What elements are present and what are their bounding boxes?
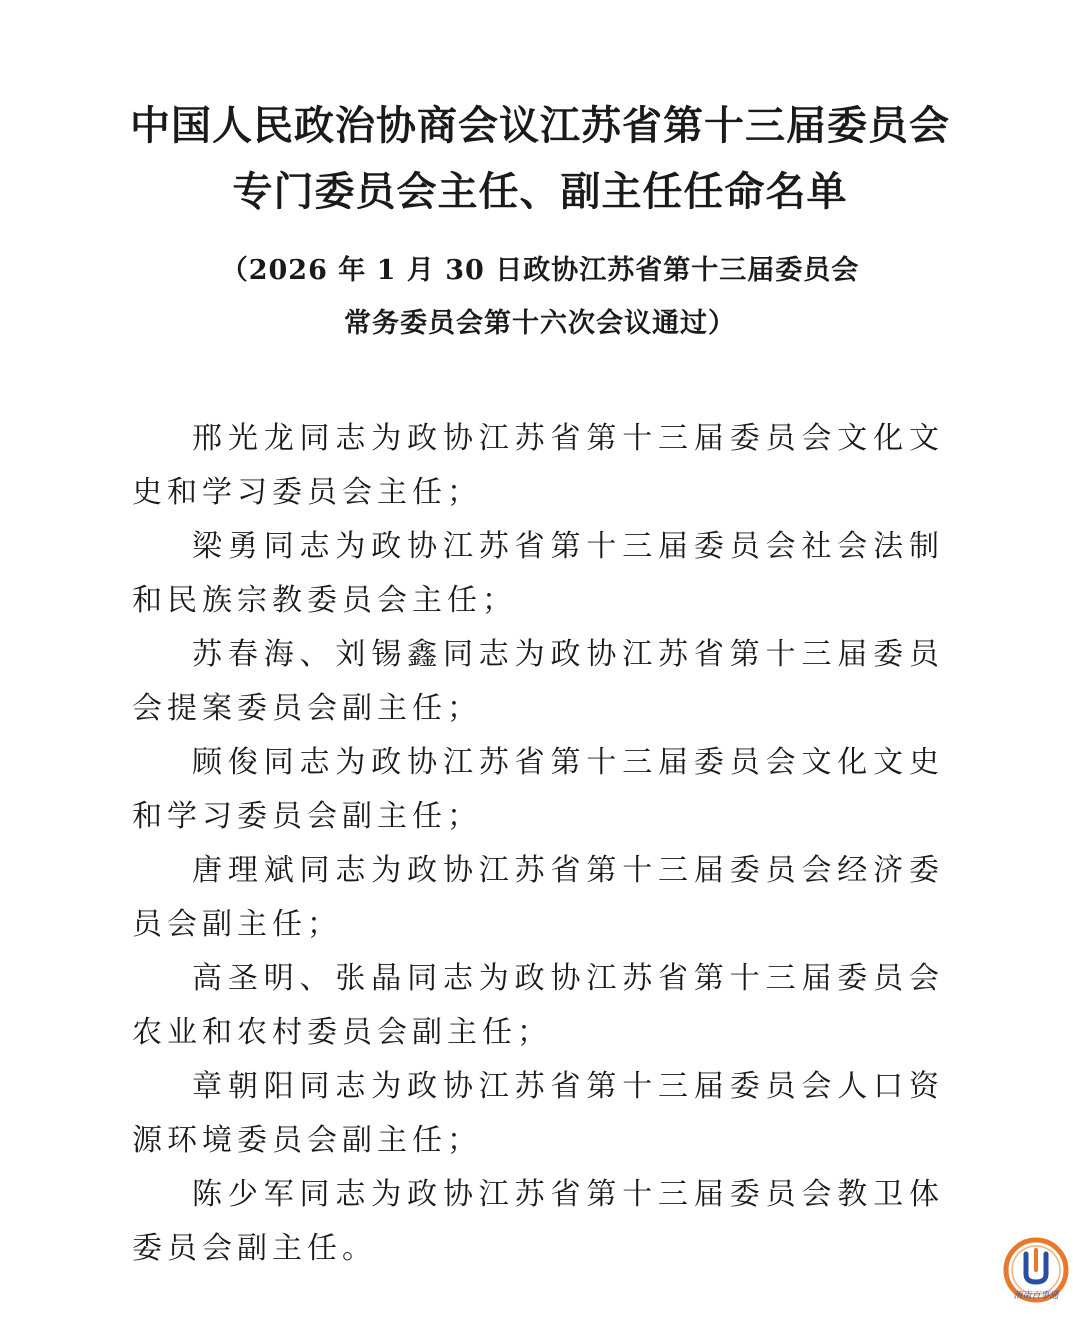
appointment-paragraph: 高圣明、张晶同志为政协江苏省第十三届委员会农业和农村委员会副主任； xyxy=(132,961,944,1050)
appointment-paragraph: 苏春海、刘锡鑫同志为政协江苏省第十三届委员会提案委员会副主任； xyxy=(132,637,944,726)
document-subtitle-line2: 常务委员会第十六次会议通过） xyxy=(344,308,736,339)
appointment-paragraph: 邢光龙同志为政协江苏省第十三届委员会文化文史和学习委员会主任； xyxy=(132,421,944,510)
appointment-paragraph: 梁勇同志为政协江苏省第十三届委员会社会法制和民族宗教委员会主任； xyxy=(132,529,944,618)
document-title-line2: 专门委员会主任、副主任任命名单 xyxy=(232,168,848,215)
watermark-logo-icon xyxy=(1000,1236,1072,1308)
appointment-paragraph: 唐理斌同志为政协江苏省第十三届委员会经济委员会副主任； xyxy=(132,853,944,942)
document-subtitle-line1: （2026 年 1 月 30 日政协江苏省第十三届委员会 xyxy=(220,255,860,286)
watermark-text: 淯南百事通 xyxy=(1013,1291,1059,1301)
document-title-line1: 中国人民政治协商会议江苏省第十三届委员会 xyxy=(130,102,950,149)
appointment-paragraph: 顾俊同志为政协江苏省第十三届委员会文化文史和学习委员会副主任； xyxy=(132,745,944,834)
appointment-list xyxy=(132,412,944,1276)
appointment-paragraph: 章朝阳同志为政协江苏省第十三届委员会人口资源环境委员会副主任； xyxy=(132,1069,944,1158)
appointment-paragraph: 陈少军同志为政协江苏省第十三届委员会教卫体委员会副主任。 xyxy=(132,1177,944,1266)
